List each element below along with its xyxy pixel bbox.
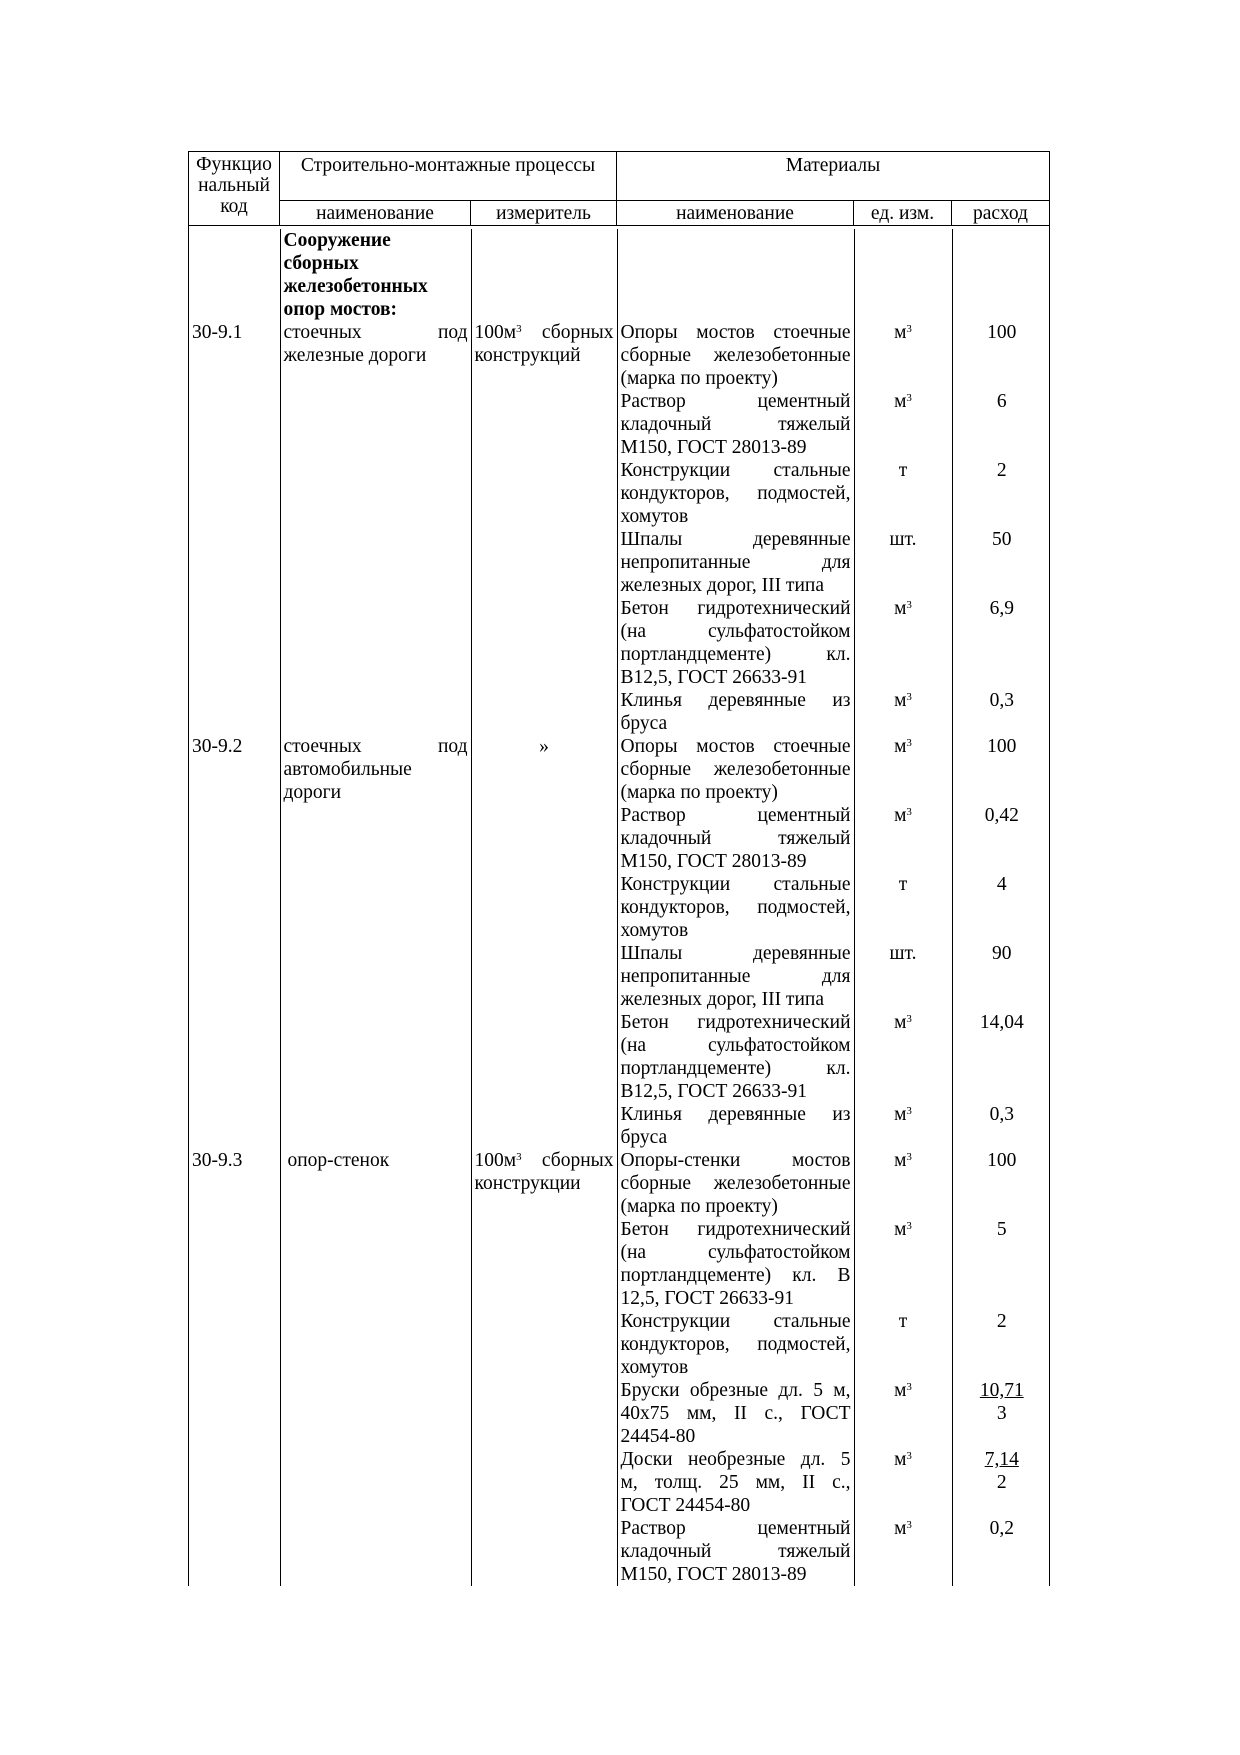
material-line: Раствор цементный (620, 391, 851, 412)
qty-cell (952, 942, 1051, 1011)
process-name-cell (280, 390, 471, 459)
measure-cell (471, 873, 617, 942)
material-cell (617, 1310, 854, 1379)
material-qty (985, 1449, 1019, 1493)
header-processes: Строительно-монтажные процессы (280, 152, 617, 200)
unit-text: $м^3$ (894, 1219, 912, 1240)
unit-cell (854, 873, 952, 942)
table-row (189, 1517, 1051, 1586)
header-code (189, 152, 280, 225)
material-line: Опоры-стенки мостов (620, 1150, 851, 1171)
process-name-text: железные дороги (283, 345, 427, 366)
material-line: кондукторов, подмостей, (620, 897, 851, 918)
material-name (621, 597, 851, 689)
table-row (189, 1448, 1051, 1517)
material-cell (617, 1103, 854, 1149)
table-row (189, 1310, 1051, 1379)
header-code-line: нальный (198, 175, 270, 196)
table-header (189, 152, 1049, 225)
unit-superscript: 3 (906, 1519, 912, 1531)
material-line: (марка по проекту) (620, 1196, 778, 1217)
unit-text: $м^3$ (894, 1449, 912, 1470)
code-cell (189, 1517, 280, 1586)
unit-text: $м^3$ (894, 690, 912, 711)
header-mat-unit: ед. изм. (854, 200, 952, 225)
material-cell (617, 597, 854, 689)
material-cell (617, 390, 854, 459)
measure-cell (471, 1011, 617, 1103)
material-line: сборные железобетонные (620, 759, 851, 780)
process-name-cell (280, 804, 471, 873)
process-name-cell (280, 459, 471, 528)
material-name (621, 390, 851, 459)
section-title-line: Сооружение (283, 230, 391, 251)
empty-cell (617, 229, 854, 321)
code-cell (189, 689, 280, 735)
measure-line: конструкций (474, 345, 581, 366)
measure-text (475, 1149, 614, 1195)
material-name (621, 1310, 851, 1379)
unit-superscript: 3 (516, 323, 522, 335)
material-qty: 14,04 (979, 1012, 1024, 1033)
material-line: (марка по проекту) (620, 368, 778, 389)
code-cell: 30-9.2 (189, 735, 280, 804)
material-cell (617, 873, 854, 942)
material-name (621, 942, 851, 1011)
empty-cell (471, 229, 617, 321)
process-name-cell (280, 1149, 471, 1218)
measure-cell (471, 804, 617, 873)
table-row (189, 1103, 1051, 1149)
material-line: кладочный тяжелый (620, 828, 851, 849)
material-line: Бруски обрезные дл. 5 м, (620, 1380, 851, 1401)
unit-text: $м^3$ (894, 1150, 912, 1171)
code-cell (189, 1310, 280, 1379)
material-line: В12,5, ГОСТ 26633-91 (620, 1081, 808, 1102)
process-name-text: опор-стенок (287, 1150, 390, 1171)
table-row (189, 528, 1051, 597)
unit-text: $м^3$ (894, 805, 912, 826)
material-qty: 0,3 (989, 1104, 1014, 1125)
material-name (621, 873, 851, 942)
table-row (189, 1379, 1051, 1448)
code-cell (189, 942, 280, 1011)
material-line: Раствор цементный (620, 1518, 851, 1539)
material-line: 24454-80 (620, 1426, 696, 1447)
material-line: кондукторов, подмостей, (620, 1334, 851, 1355)
material-line: (на сульфатостойком (620, 621, 851, 642)
unit-superscript: 3 (906, 1151, 912, 1163)
material-line: (марка по проекту) (620, 782, 778, 803)
process-name-cell (280, 528, 471, 597)
measure-cell (471, 321, 617, 390)
code-cell (189, 528, 280, 597)
qty-cell (952, 1517, 1051, 1586)
measure-cell (471, 1149, 617, 1218)
measure-cell (471, 1310, 617, 1379)
material-cell (617, 1379, 854, 1448)
table-row (189, 804, 1051, 873)
table-row (189, 1011, 1051, 1103)
norms-table (188, 151, 1050, 1586)
code-cell (189, 459, 280, 528)
material-line: М150, ГОСТ 28013-89 (620, 851, 807, 872)
process-name-cell (280, 1310, 471, 1379)
material-line: Бетон гидротехнический (620, 1012, 851, 1033)
table-row (189, 1218, 1051, 1310)
material-name (621, 1379, 851, 1448)
code-cell: 30-9.3 (189, 1149, 280, 1218)
process-name-text: стоечных под (283, 736, 468, 757)
unit-superscript: 3 (906, 323, 912, 335)
material-line: Конструкции стальные (620, 1311, 851, 1332)
process-name-cell (280, 689, 471, 735)
material-name (621, 321, 851, 390)
material-line: кондукторов, подмостей, (620, 483, 851, 504)
material-qty: 100 (987, 736, 1017, 757)
qty-cell (952, 459, 1051, 528)
measure-cell (471, 1448, 617, 1517)
process-name-text: стоечных под (283, 322, 468, 343)
process-name-line (284, 758, 468, 781)
qty-cell (952, 1103, 1051, 1149)
material-qty: 4 (996, 874, 1007, 895)
process-name-cell (280, 735, 471, 804)
code-cell (189, 229, 280, 321)
measure-cell (471, 1517, 617, 1586)
table-row (189, 390, 1051, 459)
material-name (621, 735, 851, 804)
process-name-line (284, 321, 468, 344)
material-qty: 100 (987, 322, 1017, 343)
measure-cell (471, 390, 617, 459)
unit-text: $м^3$ (894, 1104, 912, 1125)
material-line: (на сульфатостойком (620, 1242, 851, 1263)
measure-cell: » (471, 735, 617, 804)
process-name-cell (280, 321, 471, 390)
process-name-cell (280, 1218, 471, 1310)
process-name-cell (280, 1448, 471, 1517)
measure-cell (471, 942, 617, 1011)
process-name-line (284, 781, 468, 804)
material-cell (617, 735, 854, 804)
material-line: сборные железобетонные (620, 345, 851, 366)
unit-cell (854, 804, 952, 873)
section-title-line: опор мостов: (283, 299, 397, 320)
material-line: М150, ГОСТ 28013-89 (620, 437, 807, 458)
table-row (189, 1149, 1051, 1218)
material-qty: 6 (996, 391, 1007, 412)
unit-superscript: 3 (906, 1013, 912, 1025)
unit-text: т (898, 1311, 908, 1332)
material-qty: 6,9 (989, 598, 1014, 619)
material-line: 40х75 мм, II с., ГОСТ (620, 1403, 851, 1424)
material-line: Клинья деревянные из (620, 1104, 851, 1125)
material-line: бруса (620, 1127, 668, 1148)
table-row (189, 597, 1051, 689)
material-line: портландцементе) кл. (620, 1058, 851, 1079)
qty-cell (952, 689, 1051, 735)
unit-superscript: 3 (906, 806, 912, 818)
section-title-line: железобетонных (283, 276, 428, 297)
material-line: железных дорог, III типа (620, 989, 824, 1010)
material-cell (617, 1218, 854, 1310)
unit-superscript: 3 (906, 1381, 912, 1393)
unit-text: $м^3$ (894, 598, 912, 619)
measure-line: $100м^3$ сборных (474, 322, 614, 343)
unit-text: $м^3$ (894, 391, 912, 412)
material-cell (617, 804, 854, 873)
code-cell (189, 1011, 280, 1103)
material-line: (на сульфатостойком (620, 1035, 851, 1056)
unit-text: $м^3$ (894, 736, 912, 757)
material-line: кладочный тяжелый (620, 1541, 851, 1562)
material-name (621, 459, 851, 528)
material-line: Доски необрезные дл. 5 (620, 1449, 851, 1470)
qty-cell (952, 1448, 1051, 1517)
process-name-cell (280, 1379, 471, 1448)
unit-cell (854, 942, 952, 1011)
material-qty: 50 (992, 529, 1012, 550)
table-row (189, 735, 1051, 804)
material-line: Бетон гидротехнический (620, 598, 851, 619)
qty-cell (952, 1379, 1051, 1448)
material-line: сборные железобетонные (620, 1173, 851, 1194)
material-line: Шпалы деревянные (620, 529, 851, 550)
measure-cell (471, 459, 617, 528)
unit-text: $м^3$ (894, 322, 912, 343)
process-name-text: дороги (283, 782, 342, 803)
unit-text: т (898, 874, 908, 895)
measure-cell (471, 1379, 617, 1448)
material-cell (617, 1149, 854, 1218)
empty-cell (952, 229, 1051, 321)
unit-superscript: 3 (516, 1151, 522, 1163)
material-name (621, 1448, 851, 1517)
unit-text: шт. (889, 943, 917, 964)
qty-remainder: 2 (996, 1472, 1007, 1493)
table-row (189, 459, 1051, 528)
material-line: портландцементе) кл. В (620, 1265, 851, 1286)
qty-cell (952, 1011, 1051, 1103)
code-cell (189, 804, 280, 873)
empty-cell (854, 229, 952, 321)
qty-value: 7,14 (984, 1449, 1019, 1470)
table-row (189, 873, 1051, 942)
measure-cell (471, 528, 617, 597)
material-name (621, 528, 851, 597)
material-name (621, 1517, 851, 1586)
material-cell (617, 942, 854, 1011)
material-line: непропитанные для (620, 552, 851, 573)
material-line: кладочный тяжелый (620, 414, 851, 435)
material-line: м, толщ. 25 мм, II с., (620, 1472, 851, 1493)
material-qty: 90 (992, 943, 1012, 964)
qty-cell (952, 1149, 1051, 1218)
unit-superscript: 3 (906, 1105, 912, 1117)
material-line: Клинья деревянные из (620, 690, 851, 711)
material-line: Конструкции стальные (620, 874, 851, 895)
unit-superscript: 3 (906, 392, 912, 404)
code-cell (189, 1103, 280, 1149)
material-name (621, 1218, 851, 1310)
material-name (621, 1011, 851, 1103)
unit-cell (854, 1103, 952, 1149)
unit-text: $м^3$ (894, 1012, 912, 1033)
material-line: 12,5, ГОСТ 26633-91 (620, 1288, 795, 1309)
material-line: портландцементе) кл. (620, 644, 851, 665)
section-title-cell (280, 229, 471, 321)
table-body (189, 229, 1051, 1586)
qty-cell (952, 804, 1051, 873)
material-line: бруса (620, 713, 668, 734)
header-mat-name: наименование (617, 200, 854, 225)
unit-cell (854, 1379, 952, 1448)
qty-cell (952, 390, 1051, 459)
material-line: Раствор цементный (620, 805, 851, 826)
qty-remainder: 3 (996, 1403, 1007, 1424)
process-name-cell (280, 942, 471, 1011)
material-qty: 0,2 (989, 1518, 1014, 1539)
section-title-line: сборных (283, 253, 359, 274)
qty-cell (952, 1310, 1051, 1379)
table-row (189, 321, 1051, 390)
unit-cell (854, 689, 952, 735)
unit-superscript: 3 (906, 599, 912, 611)
process-name-text: автомобильные (283, 759, 412, 780)
unit-cell (854, 1149, 952, 1218)
material-cell (617, 689, 854, 735)
material-qty: 0,42 (984, 805, 1019, 826)
material-qty: 100 (987, 1150, 1017, 1171)
table-row (189, 689, 1051, 735)
header-materials: Материалы (785, 155, 881, 176)
material-name (621, 1149, 851, 1218)
material-cell (617, 321, 854, 390)
unit-cell (854, 1218, 952, 1310)
material-line: Конструкции стальные (620, 460, 851, 481)
header-proc-name: наименование (280, 200, 471, 225)
unit-cell (854, 390, 952, 459)
unit-text: шт. (889, 529, 917, 550)
code-cell (189, 1218, 280, 1310)
measure-text (475, 321, 614, 367)
qty-value: 10,71 (979, 1380, 1024, 1401)
unit-text: $м^3$ (894, 1518, 912, 1539)
process-name-line (288, 1149, 468, 1172)
material-qty: 0,3 (989, 690, 1014, 711)
code-cell (189, 1448, 280, 1517)
material-name (621, 1103, 851, 1149)
unit-cell (854, 459, 952, 528)
qty-cell (952, 735, 1051, 804)
process-name-cell (280, 1103, 471, 1149)
code-cell (189, 873, 280, 942)
process-name-line (284, 344, 468, 367)
qty-cell (952, 321, 1051, 390)
unit-cell (854, 735, 952, 804)
process-name-cell (280, 873, 471, 942)
process-name-line (284, 735, 468, 758)
material-cell (617, 1011, 854, 1103)
material-qty: 2 (996, 1311, 1007, 1332)
header-proc-meas: измеритель (471, 200, 617, 225)
unit-text: т (898, 460, 908, 481)
measure-cell (471, 1103, 617, 1149)
section-row (189, 229, 1051, 321)
material-line: Опоры мостов стоечные (620, 736, 851, 757)
process-name-cell (280, 1517, 471, 1586)
material-line: Опоры мостов стоечные (620, 322, 851, 343)
material-line: хомутов (620, 920, 689, 941)
header-mat-qty: расход (952, 200, 1049, 225)
qty-cell (952, 873, 1051, 942)
measure-line: $100м^3$ сборных (474, 1150, 614, 1171)
measure-line: конструкции (474, 1173, 581, 1194)
unit-text: $м^3$ (894, 1380, 912, 1401)
unit-cell (854, 1517, 952, 1586)
unit-cell (854, 1448, 952, 1517)
table-row (189, 942, 1051, 1011)
unit-cell (854, 1310, 952, 1379)
material-line: Шпалы деревянные (620, 943, 851, 964)
material-cell (617, 1517, 854, 1586)
unit-cell (854, 1011, 952, 1103)
material-qty: 5 (996, 1219, 1007, 1240)
material-qty (980, 1380, 1024, 1424)
measure-cell (471, 597, 617, 689)
code-cell (189, 390, 280, 459)
qty-cell (952, 597, 1051, 689)
material-qty: 2 (996, 460, 1007, 481)
material-line: хомутов (620, 506, 689, 527)
measure-cell (471, 689, 617, 735)
header-code-line: код (220, 196, 248, 217)
unit-superscript: 3 (906, 1220, 912, 1232)
material-cell (617, 459, 854, 528)
material-line: железных дорог, III типа (620, 575, 824, 596)
material-line: непропитанные для (620, 966, 851, 987)
unit-cell (854, 528, 952, 597)
process-name-cell (280, 1011, 471, 1103)
unit-cell (854, 597, 952, 689)
unit-cell (854, 321, 952, 390)
measure-cell (471, 1218, 617, 1310)
material-cell (617, 528, 854, 597)
material-name (621, 804, 851, 873)
header-code-line: Функцио (196, 154, 272, 175)
material-line: хомутов (620, 1357, 689, 1378)
code-cell (189, 597, 280, 689)
material-line: В12,5, ГОСТ 26633-91 (620, 667, 808, 688)
unit-superscript: 3 (906, 1450, 912, 1462)
material-line: ГОСТ 24454-80 (620, 1495, 751, 1516)
material-name (621, 689, 851, 735)
material-line: Бетон гидротехнический (620, 1219, 851, 1240)
material-line: М150, ГОСТ 28013-89 (620, 1564, 807, 1585)
process-name-cell (280, 597, 471, 689)
code-cell: 30-9.1 (189, 321, 280, 390)
qty-cell (952, 528, 1051, 597)
unit-superscript: 3 (906, 691, 912, 703)
code-cell (189, 1379, 280, 1448)
unit-superscript: 3 (906, 737, 912, 749)
qty-cell (952, 1218, 1051, 1310)
material-cell (617, 1448, 854, 1517)
